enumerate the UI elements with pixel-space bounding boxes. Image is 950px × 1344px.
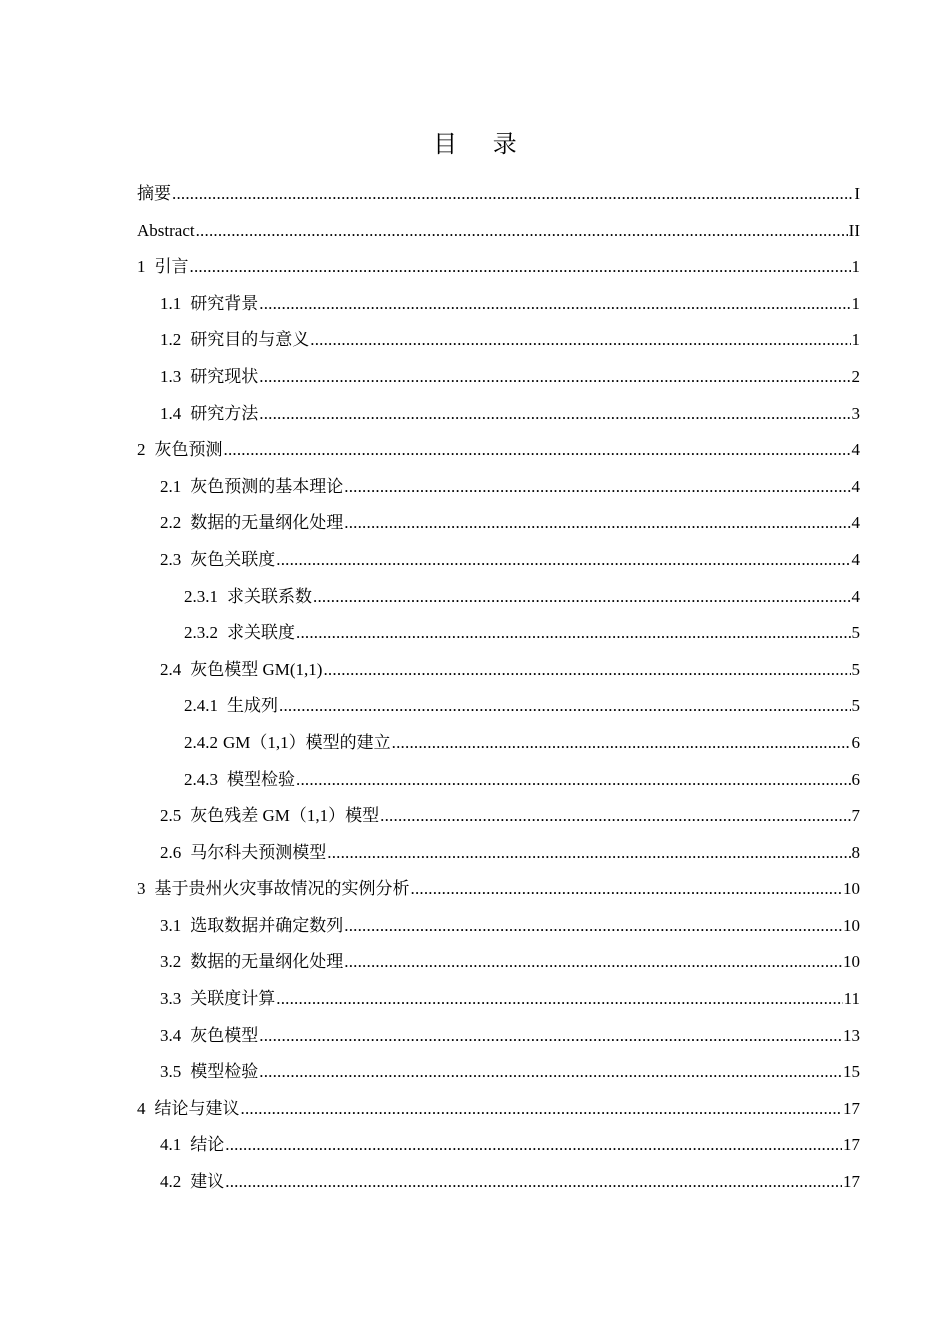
toc-dot-leader: [296, 762, 851, 799]
toc-entry-number: 3.2: [160, 952, 182, 972]
toc-entry-text: 研究方法: [190, 403, 259, 423]
toc-dot-leader: [327, 835, 850, 872]
toc-entry[interactable]: [137, 432, 860, 469]
toc-entry[interactable]: [137, 835, 860, 872]
toc-entry[interactable]: [137, 652, 860, 689]
toc-entry[interactable]: [137, 908, 860, 945]
toc-entry-text: 生成列: [227, 696, 278, 716]
toc-entry-page: 2: [851, 366, 860, 386]
toc-dot-leader: [344, 908, 842, 945]
toc-entry-page: 6: [851, 769, 860, 789]
toc-dot-leader: [172, 176, 853, 213]
toc-entry-text: 马尔科夫预测模型: [190, 842, 327, 862]
toc-entry-page: 6: [851, 732, 860, 752]
toc-dot-leader: [225, 1164, 842, 1201]
toc-entry-number: 3: [137, 879, 146, 899]
toc-entry-page: 4: [851, 586, 860, 606]
toc-dot-leader: [225, 1127, 842, 1164]
toc-entry-number: 1.4: [160, 403, 182, 423]
toc-entry[interactable]: [137, 1164, 860, 1201]
toc-entry[interactable]: [137, 213, 860, 250]
toc-entry-number: 2.3.1: [184, 586, 218, 606]
toc-entry-page: 1: [851, 257, 860, 277]
toc-dot-leader: [224, 432, 851, 469]
toc-entry[interactable]: [137, 579, 860, 616]
toc-entry-page: 3: [851, 403, 860, 423]
toc-entry-number: 2.6: [160, 842, 182, 862]
toc-entry-page: 1: [851, 330, 860, 350]
toc-title: 目 录: [433, 130, 531, 158]
toc-entry-text: 数据的无量纲化处理: [190, 952, 344, 972]
toc-entry-text: 灰色残差 GM（1,1）模型: [190, 806, 380, 826]
toc-dot-leader: [241, 1091, 843, 1128]
toc-dot-leader: [392, 725, 851, 762]
toc-entry-number: 1.2: [160, 330, 182, 350]
toc-entry[interactable]: [137, 798, 860, 835]
toc-entry-text: 灰色模型 GM(1,1): [190, 659, 323, 679]
toc-entry[interactable]: [137, 725, 860, 762]
toc-dot-leader: [279, 688, 851, 725]
toc-entry-number: 2.4.1: [184, 696, 218, 716]
toc-entry[interactable]: [137, 176, 860, 213]
toc-dot-leader: [259, 1018, 842, 1055]
toc-entry-text: 数据的无量纲化处理: [190, 513, 344, 533]
toc-dot-leader: [344, 505, 850, 542]
toc-entry-page: 8: [851, 842, 860, 862]
toc-entry-page: 17: [843, 1172, 860, 1192]
toc-entry-text: 建议: [190, 1172, 225, 1192]
toc-entry[interactable]: [137, 505, 860, 542]
toc-entry-page: 11: [843, 989, 860, 1009]
toc-entry-text: 灰色预测的基本理论: [190, 476, 344, 496]
toc-entry-page: 5: [851, 623, 860, 643]
toc-entry-text: 引言: [154, 257, 189, 277]
toc-entry[interactable]: [137, 944, 860, 981]
toc-entry-number: 2.3: [160, 549, 182, 569]
toc-entry-page: 17: [843, 1098, 860, 1118]
toc-entry[interactable]: [137, 762, 860, 799]
toc-entry-number: 2.2: [160, 513, 182, 533]
toc-entry-page: I: [854, 184, 860, 203]
toc-dot-leader: [259, 396, 850, 433]
toc-entry-page: 17: [843, 1135, 860, 1155]
toc-entry-number: 4: [137, 1098, 146, 1118]
toc-entry-text: 基于贵州火灾事故情况的实例分析: [154, 879, 410, 899]
toc-entry-number: 2.1: [160, 476, 182, 496]
toc-entry-text: Abstract: [137, 220, 195, 240]
toc-entry[interactable]: [137, 542, 860, 579]
toc-entry-text: 灰色关联度: [190, 549, 276, 569]
toc-entry-text: 研究目的与意义: [190, 330, 310, 350]
toc-entry[interactable]: [137, 469, 860, 506]
toc-entry[interactable]: [137, 1091, 860, 1128]
toc-dot-leader: [259, 359, 850, 396]
toc-list: [137, 176, 860, 1201]
toc-dot-leader: [259, 286, 850, 323]
toc-entry[interactable]: [137, 981, 860, 1018]
toc-entry-page: 1: [851, 293, 860, 313]
toc-entry-number: 2.4: [160, 659, 182, 679]
toc-entry-number: 2.5: [160, 806, 182, 826]
toc-entry-text: 求关联度: [227, 623, 295, 643]
toc-dot-leader: [411, 871, 843, 908]
toc-dot-leader: [196, 213, 848, 250]
toc-entry[interactable]: [137, 322, 860, 359]
toc-entry-number: 3.4: [160, 1025, 182, 1045]
toc-entry-text: 模型检验: [190, 1062, 259, 1082]
toc-entry-text: GM（1,1）模型的建立: [223, 732, 391, 752]
toc-entry-number: 2: [137, 440, 146, 460]
toc-entry-number: 1: [137, 257, 146, 277]
toc-entry-text: 摘要: [137, 184, 171, 203]
toc-entry-page: 15: [843, 1062, 860, 1082]
toc-entry-text: 关联度计算: [190, 989, 276, 1009]
toc-dot-leader: [313, 579, 851, 616]
toc-entry-number: 2.3.2: [184, 623, 218, 643]
toc-entry[interactable]: [137, 1018, 860, 1055]
toc-entry-page: 10: [843, 879, 860, 899]
toc-entry-page: 4: [851, 476, 860, 496]
toc-entry-text: 研究背景: [190, 293, 259, 313]
toc-dot-leader: [310, 322, 850, 359]
toc-entry-number: 2.4.2: [184, 732, 218, 752]
toc-dot-leader: [296, 615, 851, 652]
toc-entry-page: 4: [851, 549, 860, 569]
toc-dot-leader: [344, 469, 850, 506]
toc-entry-page: 4: [851, 513, 860, 533]
toc-entry-text: 研究现状: [190, 366, 259, 386]
toc-entry[interactable]: [137, 615, 860, 652]
toc-entry-page: 10: [843, 915, 860, 935]
toc-entry-page: 10: [843, 952, 860, 972]
toc-entry-text: 结论与建议: [154, 1098, 240, 1118]
toc-entry-number: 4.1: [160, 1135, 182, 1155]
toc-entry[interactable]: [137, 249, 860, 286]
toc-dot-leader: [276, 981, 842, 1018]
toc-dot-leader: [380, 798, 850, 835]
toc-dot-leader: [190, 249, 851, 286]
toc-entry-text: 结论: [190, 1135, 225, 1155]
toc-entry-number: 3.3: [160, 989, 182, 1009]
toc-dot-leader: [259, 1054, 842, 1091]
toc-entry-number: 4.2: [160, 1172, 182, 1192]
toc-entry-page: 5: [851, 696, 860, 716]
toc-entry-page: 5: [851, 659, 860, 679]
toc-entry-page: 4: [851, 440, 860, 460]
toc-entry-number: 1.1: [160, 293, 182, 313]
toc-dot-leader: [323, 652, 850, 689]
toc-entry-text: 灰色模型: [190, 1025, 259, 1045]
toc-entry-number: 3.1: [160, 915, 182, 935]
toc-entry-page: 7: [851, 806, 860, 826]
toc-entry-number: 3.5: [160, 1062, 182, 1082]
toc-entry[interactable]: [137, 688, 860, 725]
toc-entry[interactable]: [137, 1127, 860, 1164]
toc-dot-leader: [276, 542, 850, 579]
toc-entry[interactable]: [137, 359, 860, 396]
toc-entry-text: 模型检验: [227, 769, 295, 789]
toc-entry-text: 选取数据并确定数列: [190, 915, 344, 935]
toc-entry-text: 求关联系数: [227, 586, 312, 606]
toc-entry-text: 灰色预测: [154, 440, 223, 460]
toc-entry-number: 1.3: [160, 366, 182, 386]
toc-entry[interactable]: [137, 286, 860, 323]
toc-entry-page: II: [848, 220, 860, 240]
toc-entry[interactable]: [137, 1054, 860, 1091]
toc-dot-leader: [344, 944, 842, 981]
toc-entry-page: 13: [843, 1025, 860, 1045]
toc-entry-number: 2.4.3: [184, 769, 218, 789]
toc-entry[interactable]: [137, 871, 860, 908]
toc-entry[interactable]: [137, 396, 860, 433]
